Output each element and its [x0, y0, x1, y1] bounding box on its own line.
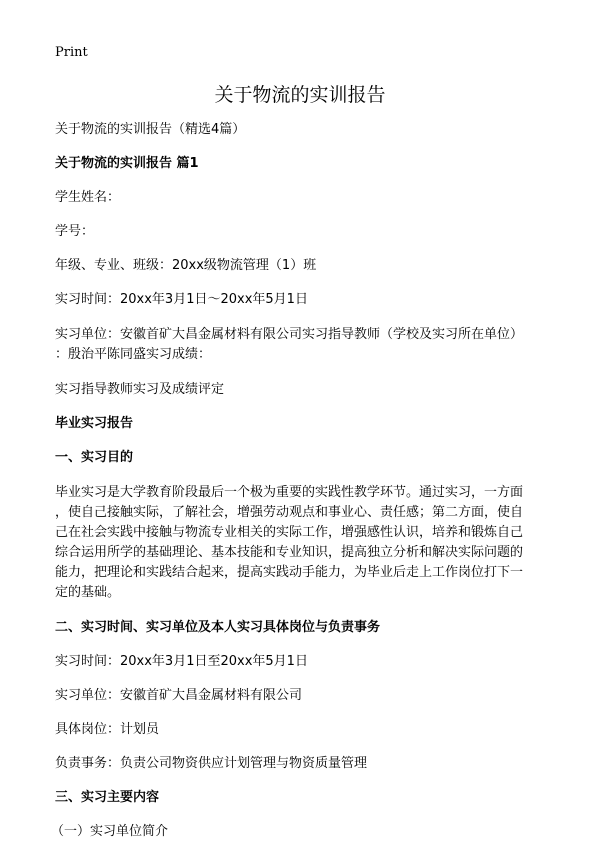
internship-unit-line: ：殷治平陈同盛实习成绩： [55, 347, 212, 362]
section-title: 关于物流的实训报告 篇1 [55, 156, 199, 171]
paragraph-line: 己在社会实践中接触与物流专业相关的实际工作，增强感性认识，培养和锻炼自己 [55, 525, 524, 540]
purpose-heading: 一、实习目的 [55, 450, 134, 465]
paragraph-line: ，使自己接触实际，了解社会，增强劳动观点和事业心、责任感；第二方面，使自 [55, 505, 524, 520]
print-link[interactable]: Print [55, 45, 88, 60]
paragraph-line: 综合运用所学的基础理论、基本技能和专业知识，提高独立分析和解决实际问题的 [55, 545, 524, 560]
document-body [51, 121, 551, 841]
teacher-evaluation: 实习指导教师实习及成绩评定 [55, 382, 225, 397]
student-id-field: 学号： [55, 224, 95, 239]
internship-time: 实习时间：20xx年3月1日～20xx年5月1日 [55, 292, 308, 307]
internship-unit-block [55, 325, 551, 365]
section3-subheading: （一）实习单位简介 [51, 824, 169, 839]
section2-position: 具体岗位：计划员 [55, 722, 160, 737]
section2-time: 实习时间：20xx年3月1日至20xx年5月1日 [55, 654, 308, 669]
paragraph-line: 能力，把理论和实践结合起来，提高实践动手能力，为毕业后走上工作岗位打下一 [55, 565, 524, 580]
internship-unit-line: 实习单位：安徽首矿大昌金属材料有限公司实习指导教师（学校及实习所在单位） [55, 327, 524, 342]
section2-unit: 实习单位：安徽首矿大昌金属材料有限公司 [55, 688, 303, 703]
paragraph-line: 毕业实习是大学教育阶段最后一个极为重要的实践性教学环节。通过实习，一方面 [55, 485, 524, 500]
report-heading: 毕业实习报告 [55, 416, 134, 431]
section2-heading: 二、实习时间、实习单位及本人实习具体岗位与负责事务 [55, 620, 381, 635]
section3-heading: 三、实习主要内容 [55, 790, 160, 805]
document-title: 关于物流的实训报告 [214, 84, 386, 106]
class-info: 年级、专业、班级：20xx级物流管理（1）班 [55, 258, 317, 273]
document-subtitle: 关于物流的实训报告（精选4篇） [55, 122, 246, 137]
purpose-paragraph [55, 483, 551, 603]
student-name-field: 学生姓名： [55, 190, 121, 205]
section2-duty: 负责事务：负责公司物资供应计划管理与物资质量管理 [55, 756, 368, 771]
paragraph-line: 定的基础。 [55, 585, 121, 600]
